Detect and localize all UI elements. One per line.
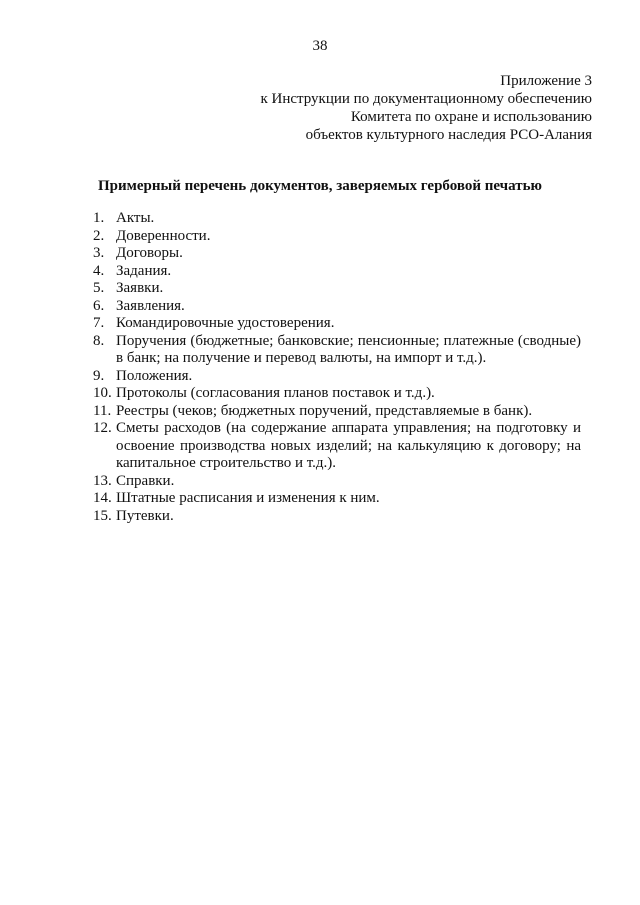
list-item xyxy=(93,315,581,333)
list-item xyxy=(93,298,581,316)
appendix-line: Комитета по охране и использованию xyxy=(350,109,592,125)
item-number: 8. xyxy=(93,332,105,349)
item-number: 10. xyxy=(93,385,112,401)
document-title: Примерный перечень документов, заверяемых гербовой печатью xyxy=(98,178,542,194)
item-text: Командировочные удостоверения. xyxy=(116,315,335,331)
list-item xyxy=(93,245,581,263)
appendix-line: объектов культурного наследия РСО-Алания xyxy=(305,127,592,143)
item-text: Заявления. xyxy=(116,297,185,314)
item-text: Договоры. xyxy=(116,245,183,261)
item-text: Доверенности. xyxy=(116,227,211,244)
item-text: Путевки. xyxy=(116,507,174,524)
list-item xyxy=(93,368,581,386)
item-number: 9. xyxy=(93,367,105,384)
item-text: Задания. xyxy=(116,262,172,279)
item-number: 7. xyxy=(93,315,105,331)
item-number: 6. xyxy=(93,297,105,314)
item-number: 15. xyxy=(93,507,112,524)
appendix-header xyxy=(260,72,592,144)
appendix-line: Приложение 3 xyxy=(500,73,592,89)
item-text: Положения. xyxy=(116,367,193,384)
item-number: 12. xyxy=(93,420,112,436)
appendix-line: к Инструкции по документационному обеспечению xyxy=(260,91,592,107)
item-number: 2. xyxy=(93,227,105,244)
list-item xyxy=(93,385,581,403)
list-item xyxy=(93,490,581,508)
item-number: 5. xyxy=(93,280,105,296)
item-text: Протоколы (согласования планов поставок и т.д.). xyxy=(116,385,435,401)
list-item xyxy=(93,280,581,298)
item-number: 4. xyxy=(93,262,105,279)
item-number: 3. xyxy=(93,245,105,261)
list-item xyxy=(93,508,581,526)
item-text: Заявки. xyxy=(116,280,164,296)
list-item xyxy=(93,473,581,491)
document-list xyxy=(93,210,581,525)
item-number: 1. xyxy=(93,210,105,226)
page-number: 38 xyxy=(312,38,328,54)
list-item xyxy=(93,333,581,368)
item-text: Справки. xyxy=(116,472,175,489)
list-item xyxy=(93,420,581,473)
item-number: 14. xyxy=(93,490,112,506)
list-item xyxy=(93,228,581,246)
item-text: Поручения (бюджетные; банковские; пенсионные; платежные (сводные) в банк; на получение и перевод валюты, на импорт и т.д.). xyxy=(116,332,581,366)
list-item xyxy=(93,210,581,228)
item-number: 11. xyxy=(93,402,112,419)
item-number: 13. xyxy=(93,472,112,489)
list-item xyxy=(93,263,581,281)
item-text: Акты. xyxy=(116,210,155,226)
list-item xyxy=(93,403,581,421)
item-text: Штатные расписания и изменения к ним. xyxy=(116,490,380,506)
item-text: Реестры (чеков; бюджетных поручений, представляемые в банк). xyxy=(116,402,533,419)
item-text: Сметы расходов (на содержание аппарата управления; на подготовку и освоение производства новых изделий; на калькуляцию к договору; на капитальное строительство и т.д.). xyxy=(116,420,581,471)
